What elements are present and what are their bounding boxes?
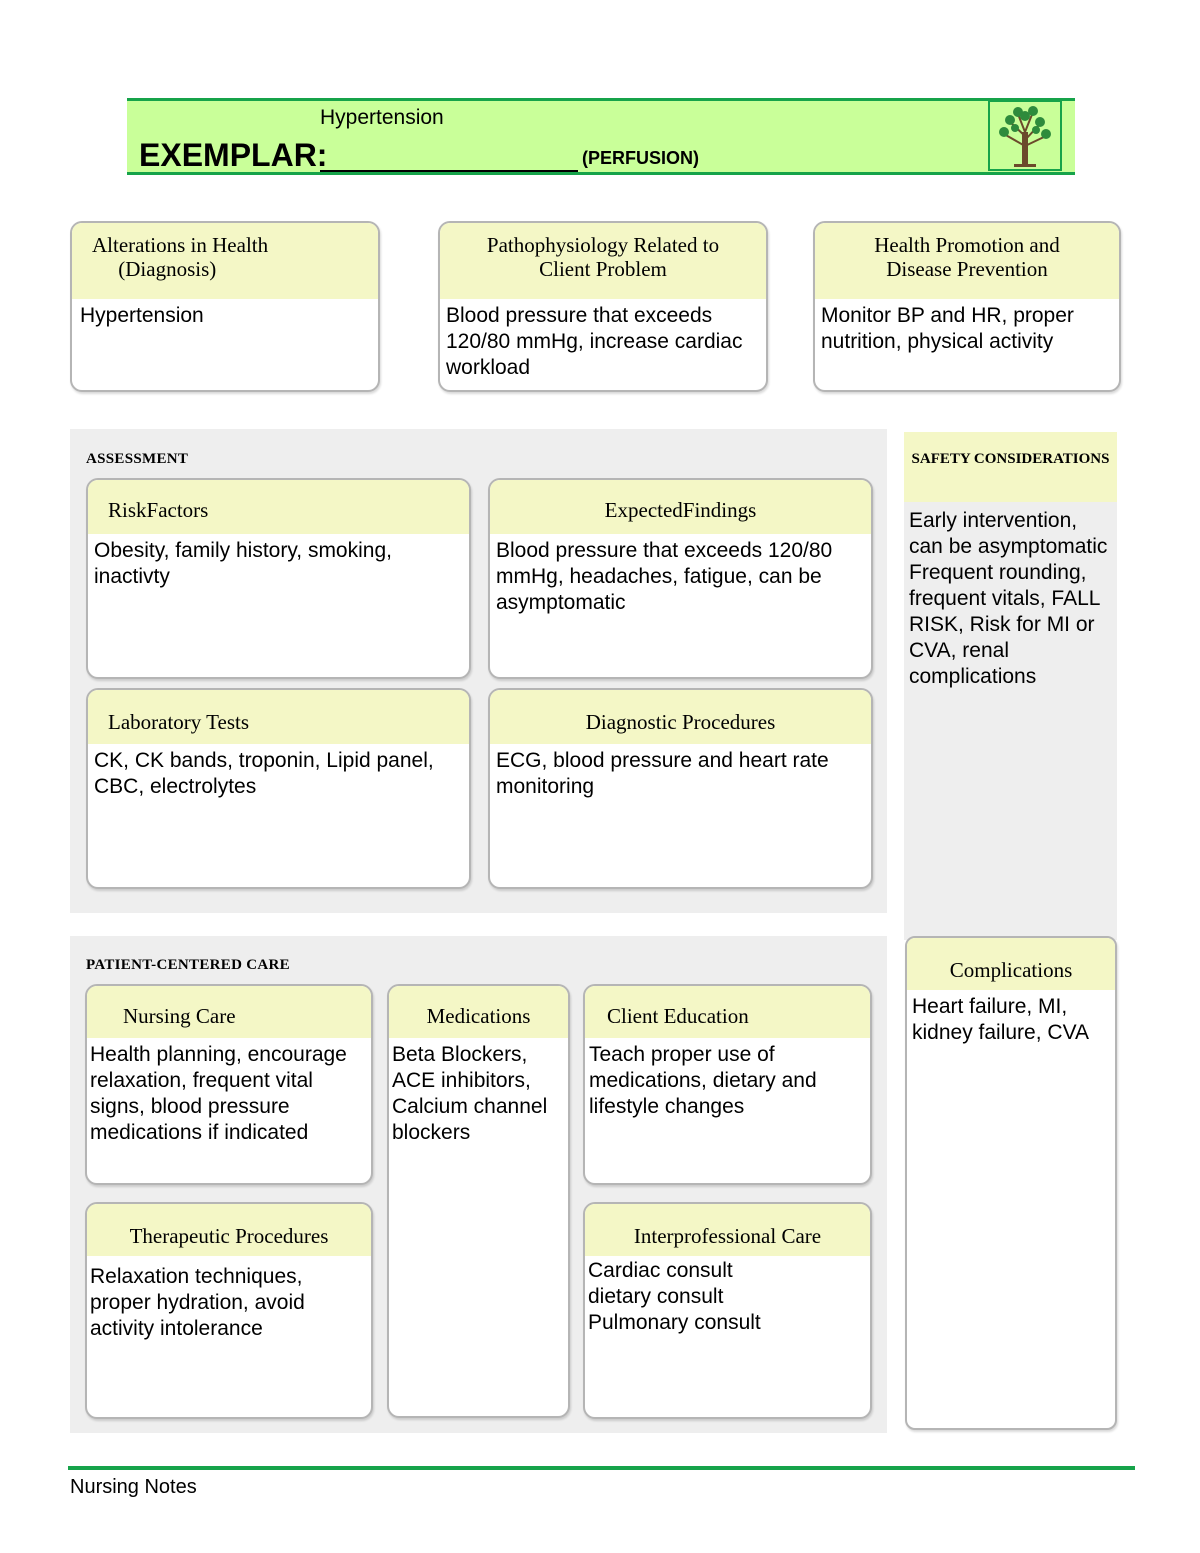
exemplar-title: EXEMPLAR: — [139, 137, 328, 173]
alterations-in-health-title: Alterations in Health (Diagnosis) — [72, 223, 378, 299]
tree-icon — [988, 100, 1062, 171]
diagnostic-procedures-content: ECG, blood pressure and heart rate monitoring — [496, 749, 829, 798]
medications-content: Beta Blockers, ACE inhibitors, Calcium channel blockers — [392, 1043, 548, 1144]
safety-panel — [904, 432, 1117, 940]
safety-content: Early intervention, can be asymptomatic Frequent rounding, frequent vitals, FALL RISK, Risk for MI or CVA, renal complications — [909, 509, 1108, 688]
interprofessional-care-line: dietary consult — [588, 1285, 724, 1308]
footer-divider — [68, 1466, 1135, 1470]
medications-box — [387, 984, 570, 1418]
interprofessional-care-line: Pulmonary consult — [588, 1311, 761, 1334]
laboratory-tests-content: CK, CK bands, troponin, Lipid panel, CBC, electrolytes — [94, 749, 434, 798]
expected-findings-content: Blood pressure that exceeds 120/80 mmHg, headaches, fatigue, can be asymptomatic — [496, 539, 833, 614]
nursing-care-box — [85, 984, 373, 1185]
safety-title: SAFETY CONSIDERATIONS — [904, 432, 1117, 502]
expected-findings-title: ExpectedFindings — [490, 480, 871, 534]
nursing-care-title: Nursing Care — [87, 986, 371, 1038]
client-education-box — [583, 984, 872, 1185]
concept-label: (PERFUSION) — [582, 148, 699, 168]
interprofessional-care-box — [583, 1202, 872, 1419]
therapeutic-procedures-title: Therapeutic Procedures — [87, 1204, 371, 1256]
alterations-in-health-box — [70, 221, 380, 392]
exemplar-name: Hypertension — [320, 106, 444, 129]
risk-factors-title: RiskFactors — [88, 480, 469, 534]
laboratory-tests-box — [86, 688, 471, 889]
pathophysiology-title: Pathophysiology Related to Client Problem — [440, 223, 766, 299]
pathophysiology-box — [438, 221, 768, 392]
medications-title: Medications — [389, 986, 568, 1038]
interprofessional-care-title: Interprofessional Care — [585, 1204, 870, 1256]
laboratory-tests-title: Laboratory Tests — [88, 690, 469, 744]
risk-factors-content: Obesity, family history, smoking, inactivty — [94, 539, 392, 588]
complications-title: Complications — [907, 938, 1115, 990]
client-education-title: Client Education — [585, 986, 870, 1038]
patient-care-label: PATIENT-CENTERED CARE — [86, 957, 290, 973]
pathophysiology-content: Blood pressure that exceeds 120/80 mmHg, increase cardiac workload — [446, 304, 743, 379]
exemplar-underline — [320, 170, 578, 172]
diagnostic-procedures-title: Diagnostic Procedures — [490, 690, 871, 744]
complications-content: Heart failure, MI, kidney failure, CVA — [912, 995, 1090, 1044]
therapeutic-procedures-box — [85, 1202, 373, 1419]
complications-box — [905, 936, 1117, 1430]
diagnostic-procedures-box — [488, 688, 873, 889]
expected-findings-box — [488, 478, 873, 679]
alterations-in-health-content: Hypertension — [80, 304, 204, 327]
health-promotion-box — [813, 221, 1121, 392]
client-education-content: Teach proper use of medications, dietary and lifestyle changes — [589, 1043, 817, 1118]
health-promotion-content: Monitor BP and HR, proper nutrition, physical activity — [821, 304, 1074, 353]
footer-text: Nursing Notes — [70, 1476, 197, 1498]
therapeutic-procedures-content: Relaxation techniques, proper hydration, avoid activity intolerance — [90, 1265, 305, 1340]
assessment-label: ASSESSMENT — [86, 451, 189, 467]
health-promotion-title: Health Promotion and Disease Prevention — [815, 223, 1119, 299]
risk-factors-box — [86, 478, 471, 679]
nursing-care-content: Health planning, encourage relaxation, frequent vital signs, blood pressure medications if indicated — [90, 1043, 347, 1144]
interprofessional-care-line: Cardiac consult — [588, 1259, 733, 1282]
